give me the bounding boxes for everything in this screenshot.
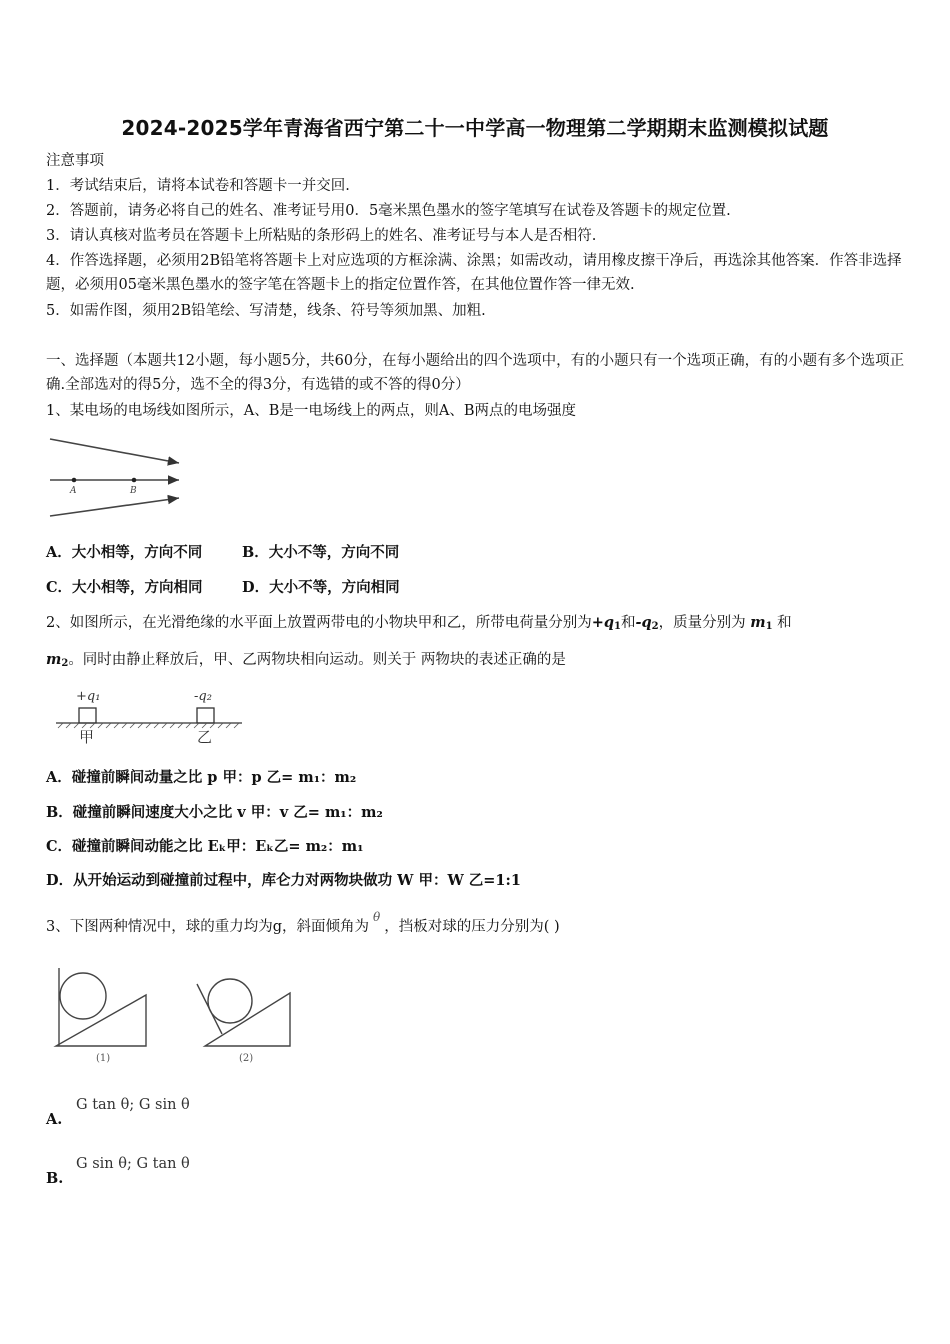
charge-label-yi: -q₂ (194, 689, 212, 704)
point-b (132, 478, 137, 483)
charge-label-jia: +q₁ (76, 689, 101, 704)
label-b: B (130, 486, 137, 496)
inclined-plane-figure (50, 962, 300, 1066)
page-title: 2024-2025学年青海省西宁第二十一中学高一物理第二学期期末监测模拟试题 (121, 116, 829, 140)
q1-stem: 1、某电场的电场线如图所示，A、B是一电场线上的两点，则A、B两点的电场强度 (46, 403, 576, 419)
charged-blocks-figure (52, 684, 247, 746)
q1-option-c[interactable]: C．大小相等，方向相同 (46, 579, 203, 596)
q2-option-d[interactable]: D．从开始运动到碰撞前过程中，库仑力对两物块做功 W 甲：W 乙=1:1 (46, 872, 521, 889)
q3-stem: 3、下图两种情况中，球的重力均为g，斜面倾角为$^\theta$，挡板对球的压力分别为( ) (46, 910, 560, 935)
block-yi (197, 708, 214, 723)
q2-option-c[interactable]: C．碰撞前瞬间动能之比 Eₖ甲：Eₖ乙= m₂：m₁ (46, 838, 364, 855)
q1-option-b[interactable]: B．大小不等，方向不同 (242, 544, 400, 561)
section-heading: 一、选择题（本题共12小题，每小题5分，共60分，在每小题给出的四个选项中，有的小题只有一个选项正确，有的小题有多个选项正确.全部选对的得5分，选不全的得3分，有选错的或不答的得0分） (46, 353, 905, 393)
note-item: 1．考试结束后，请将本试卷和答题卡一并交回. (46, 178, 350, 194)
label-jia: 甲 (79, 728, 95, 746)
notes-heading: 注意事项 (46, 153, 104, 169)
q2-stem: 2、如图所示，在光滑绝缘的水平面上放置两带电的小物块甲和乙，所带电荷量分别为$+q_1$和$-q_2$，质量分别为 $m_1$ 和 (46, 614, 792, 632)
fig-label-2: (2) (239, 1053, 254, 1064)
note-item: 5．如需作图，须用2B铅笔绘、写清楚，线条、符号等须加黑、加粗. (46, 303, 486, 319)
q3-option-b[interactable]: B. (46, 1170, 64, 1187)
block-jia (79, 708, 96, 723)
q3-option-a-math: G tan θ; G sin θ (76, 1097, 190, 1113)
theta-symbol: θ (373, 910, 381, 924)
note-item: 2．答题前，请务必将自己的姓名、准考证号用0．5毫米黑色墨水的签字笔填写在试卷及答题卡的规定位置. (46, 203, 731, 219)
point-a (72, 478, 77, 483)
electric-field-figure (46, 432, 186, 524)
q2-stem-cont: $m_2$。同时由静止释放后，甲、乙两物块相向运动。则关于 两物块的表述正确的是 (46, 651, 566, 669)
label-yi: 乙 (197, 728, 213, 746)
field-line (50, 498, 179, 516)
q3-option-a[interactable]: A. (46, 1111, 63, 1128)
note-item: 3．请认真核对监考员在答题卡上所粘贴的条形码上的姓名、准考证号与本人是否相符. (46, 228, 597, 244)
ball-2 (208, 979, 252, 1023)
field-line (50, 439, 179, 463)
incline-1 (56, 995, 146, 1046)
ball-1 (60, 973, 106, 1019)
fig-label-1: (1) (96, 1053, 111, 1064)
label-a: A (70, 486, 77, 496)
q3-option-b-math: G sin θ; G tan θ (76, 1156, 190, 1172)
note-item: 4．作答选择题，必须用2B铅笔将答题卡上对应选项的方框涂满、涂黑；如需改动，请用橡皮擦干净后，再选涂其他答案．作答非选择题，必须用05毫米黑色墨水的签字笔在答题卡上的指定位置作答，在其他位置作答一律无效. (46, 253, 902, 293)
q1-option-d[interactable]: D．大小不等，方向相同 (242, 579, 400, 596)
q1-option-a[interactable]: A．大小相等，方向不同 (46, 544, 203, 561)
q2-option-b[interactable]: B．碰撞前瞬间速度大小之比 v 甲：v 乙= m₁：m₂ (46, 804, 383, 821)
q2-option-a[interactable]: A．碰撞前瞬间动量之比 p 甲：p 乙= m₁：m₂ (46, 769, 357, 786)
